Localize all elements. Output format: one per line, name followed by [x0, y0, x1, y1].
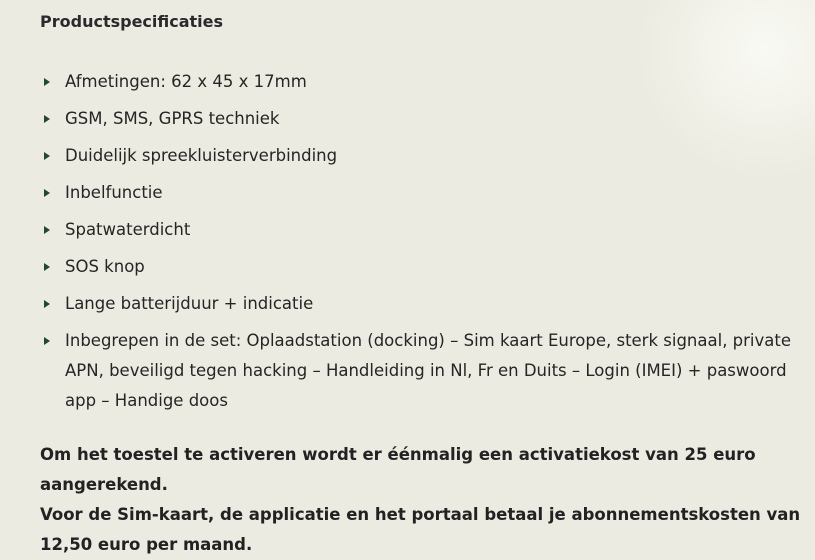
chevron-right-icon [44, 115, 50, 123]
spec-item-label: SOS knop [65, 257, 145, 276]
spec-item-label: Inbegrepen in de set: Oplaadstation (docking) – Sim kaart Europe, sterk signaal, private APN, beveiligd tegen hacking – Handleiding in Nl, Fr en Duits – Login (IMEI) + paswoord app – Handige doos [65, 331, 792, 410]
section-heading: Productspecificaties [40, 12, 224, 31]
chevron-right-icon [44, 152, 50, 160]
spec-item-audio [40, 141, 810, 171]
chevron-right-icon [44, 189, 50, 197]
spec-item-label: Afmetingen: 62 x 45 x 17mm [65, 72, 307, 91]
chevron-right-icon [44, 226, 50, 234]
chevron-right-icon [44, 337, 50, 345]
spec-item-label: Inbelfunctie [65, 183, 163, 202]
spec-item-sos [40, 252, 810, 282]
pricing-notes [40, 440, 810, 560]
spec-item-label: GSM, SMS, GPRS techniek [65, 109, 280, 128]
chevron-right-icon [44, 78, 50, 86]
chevron-right-icon [44, 263, 50, 271]
spec-item-technology [40, 104, 810, 134]
spec-item-label: Spatwaterdicht [65, 220, 191, 239]
spec-item-call-in [40, 178, 810, 208]
spec-item-label: Lange batterijduur + indicatie [65, 294, 314, 313]
activation-note: Om het toestel te activeren wordt er éénmalig een activatiekost van 25 euro aangerekend. [40, 445, 756, 494]
subscription-note: Voor de Sim-kaart, de applicatie en het portaal betaal je abonnementskosten van 12,50 euro per maand. [40, 505, 801, 554]
chevron-right-icon [44, 300, 50, 308]
spec-item-dimensions [40, 67, 810, 97]
spec-item-splashproof [40, 215, 810, 245]
spec-item-battery [40, 289, 810, 319]
spec-item-included [40, 326, 800, 416]
spec-item-label: Duidelijk spreekluisterverbinding [65, 146, 338, 165]
spec-list [40, 67, 810, 423]
